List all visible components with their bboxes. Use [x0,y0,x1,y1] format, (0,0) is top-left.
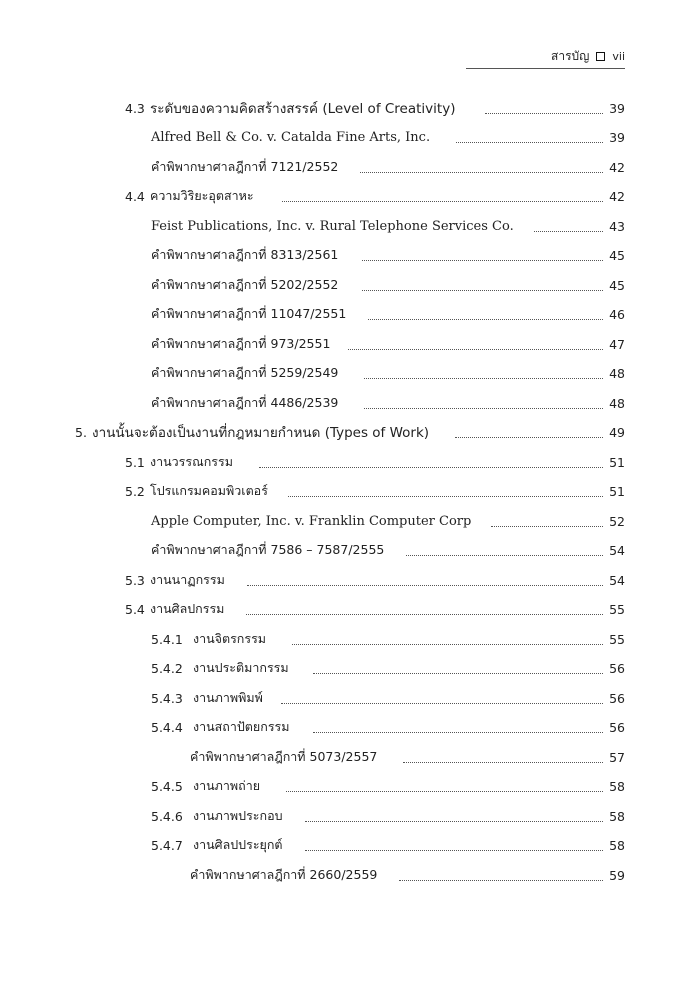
entry-page: 42 [609,188,625,204]
header-rule [466,68,625,69]
dot-leader [286,791,603,792]
toc-entry-5-4-5[interactable] [151,773,625,799]
dot-leader [246,614,603,615]
toc-entry-case[interactable] [151,360,625,386]
toc-entry-case[interactable] [151,508,625,534]
entry-page: 56 [609,719,625,735]
entry-page: 58 [609,778,625,794]
entry-title: Alfred Bell & Co. v. Catalda Fine Arts, Inc. [151,129,431,145]
dot-leader [362,290,603,291]
dot-leader [282,201,603,202]
toc-entry-5-4-3[interactable] [151,685,625,711]
dot-leader [485,113,603,114]
toc-entry-5-1[interactable] [125,449,625,475]
entry-title: งานสถาปัตยกรรม [192,719,290,734]
entry-page: 43 [609,218,625,234]
entry-page: 51 [609,483,625,499]
running-header [551,47,625,66]
entry-title: งานศิลปประยุกต์ [192,837,283,852]
entry-page: 42 [609,159,625,175]
entry-title: คำพิพากษาศาลฎีกาที่ 973/2551 [151,336,331,351]
entry-title: งานศิลปกรรม [149,601,225,616]
toc-entry-5[interactable] [75,419,625,445]
entry-number: 5.4.3 [151,690,183,706]
toc-entry-5-4-6[interactable] [151,803,625,829]
entry-title: คำพิพากษาศาลฎีกาที่ 5259/2549 [151,365,339,380]
entry-page: 39 [609,129,625,145]
dot-leader [281,703,603,704]
dot-leader [348,349,603,350]
toc-entry-5-3[interactable] [125,567,625,593]
entry-page: 48 [609,365,625,381]
entry-number: 5. [75,424,87,440]
entry-number: 5.4.6 [151,808,183,824]
toc-entry-5-4-4[interactable] [151,714,625,740]
dot-leader [491,526,603,527]
entry-page: 49 [609,424,625,440]
entry-page: 58 [609,837,625,853]
dot-leader [403,762,603,763]
toc-entry-case[interactable] [151,213,625,239]
entry-number: 5.4.1 [151,631,183,647]
toc-entry-case[interactable] [151,124,625,150]
entry-title: Feist Publications, Inc. v. Rural Telephone Services Co. [151,218,514,234]
entry-title: งานภาพประกอบ [192,808,283,823]
entry-page: 51 [609,454,625,470]
entry-title: คำพิพากษาศาลฎีกาที่ 7586 – 7587/2555 [151,542,385,557]
dot-leader [406,555,603,556]
toc-entry-case[interactable] [151,301,625,327]
toc-entry-case[interactable] [151,272,625,298]
square-box-icon [596,52,605,61]
header-section-title: สารบัญ [551,49,590,63]
dot-leader [313,673,603,674]
entry-number: 5.4.7 [151,837,183,853]
dot-leader [288,496,603,497]
entry-title: งานนั้นจะต้องเป็นงานที่กฎหมายกำหนด (Types of Work) [92,425,430,441]
entry-page: 52 [609,513,625,529]
dot-leader [362,260,603,261]
entry-title: งานวรรณกรรม [149,454,233,469]
entry-title: คำพิพากษาศาลฎีกาที่ 8313/2561 [151,247,339,262]
entry-title: คำพิพากษาศาลฎีกาที่ 5073/2557 [190,749,378,764]
entry-page: 56 [609,690,625,706]
toc-entry-5-4[interactable] [125,596,625,622]
entry-title: ความวิริยะอุตสาหะ [149,188,254,203]
entry-title: คำพิพากษาศาลฎีกาที่ 2660/2559 [190,867,378,882]
entry-page: 48 [609,395,625,411]
entry-page: 47 [609,336,625,352]
toc-entry-4-4[interactable] [125,183,625,209]
entry-title: งานจิตรกรรม [192,631,267,646]
entry-number: 4.4 [125,188,145,204]
entry-page: 45 [609,247,625,263]
toc-entry-5-2[interactable] [125,478,625,504]
toc-entry-case[interactable] [190,744,625,770]
entry-title: คำพิพากษาศาลฎีกาที่ 4486/2539 [151,395,339,410]
entry-number: 5.2 [125,483,145,499]
dot-leader [364,408,603,409]
dot-leader [364,378,603,379]
dot-leader [360,172,603,173]
toc-entry-case[interactable] [151,390,625,416]
toc-entry-case[interactable] [151,154,625,180]
dot-leader [247,585,603,586]
entry-title: งานประติมากรรม [192,660,289,675]
dot-leader [292,644,603,645]
entry-title: งานภาพพิมพ์ [192,690,263,705]
entry-number: 5.4.2 [151,660,183,676]
toc-entry-case[interactable] [151,537,625,563]
header-page-number: vii [612,50,625,63]
dot-leader [456,142,603,143]
dot-leader [313,732,603,733]
entry-number: 5.3 [125,572,145,588]
toc-entry-5-4-1[interactable] [151,626,625,652]
entry-title: ระดับของความคิดสร้างสรรค์ (Level of Creativity) [149,101,456,117]
toc-entry-4-3[interactable] [125,95,625,121]
entry-number: 4.3 [125,100,145,116]
entry-title: Apple Computer, Inc. v. Franklin Computer Corp [151,513,472,529]
entry-title: งานภาพถ่าย [192,778,261,793]
entry-title: งานนาฏกรรม [149,572,225,587]
toc-entry-5-4-7[interactable] [151,832,625,858]
toc-entry-case[interactable] [151,242,625,268]
dot-leader [455,437,603,438]
entry-title: คำพิพากษาศาลฎีกาที่ 5202/2552 [151,277,339,292]
entry-page: 54 [609,542,625,558]
entry-page: 56 [609,660,625,676]
entry-page: 59 [609,867,625,883]
entry-number: 5.4.4 [151,719,183,735]
toc-entry-case[interactable] [190,862,625,888]
entry-page: 58 [609,808,625,824]
entry-number: 5.4.5 [151,778,183,794]
entry-page: 54 [609,572,625,588]
entry-title: โปรแกรมคอมพิวเตอร์ [149,483,268,498]
entry-title: คำพิพากษาศาลฎีกาที่ 7121/2552 [151,159,339,174]
dot-leader [305,850,603,851]
dot-leader [305,821,603,822]
entry-page: 55 [609,601,625,617]
entry-number: 5.4 [125,601,145,617]
dot-leader [368,319,603,320]
entry-number: 5.1 [125,454,145,470]
dot-leader [399,880,603,881]
toc-entry-case[interactable] [151,331,625,357]
entry-title: คำพิพากษาศาลฎีกาที่ 11047/2551 [151,306,347,321]
dot-leader [534,231,603,232]
entry-page: 46 [609,306,625,322]
entry-page: 45 [609,277,625,293]
dot-leader [259,467,603,468]
entry-page: 57 [609,749,625,765]
entry-page: 55 [609,631,625,647]
toc-entry-5-4-2[interactable] [151,655,625,681]
entry-page: 39 [609,100,625,116]
